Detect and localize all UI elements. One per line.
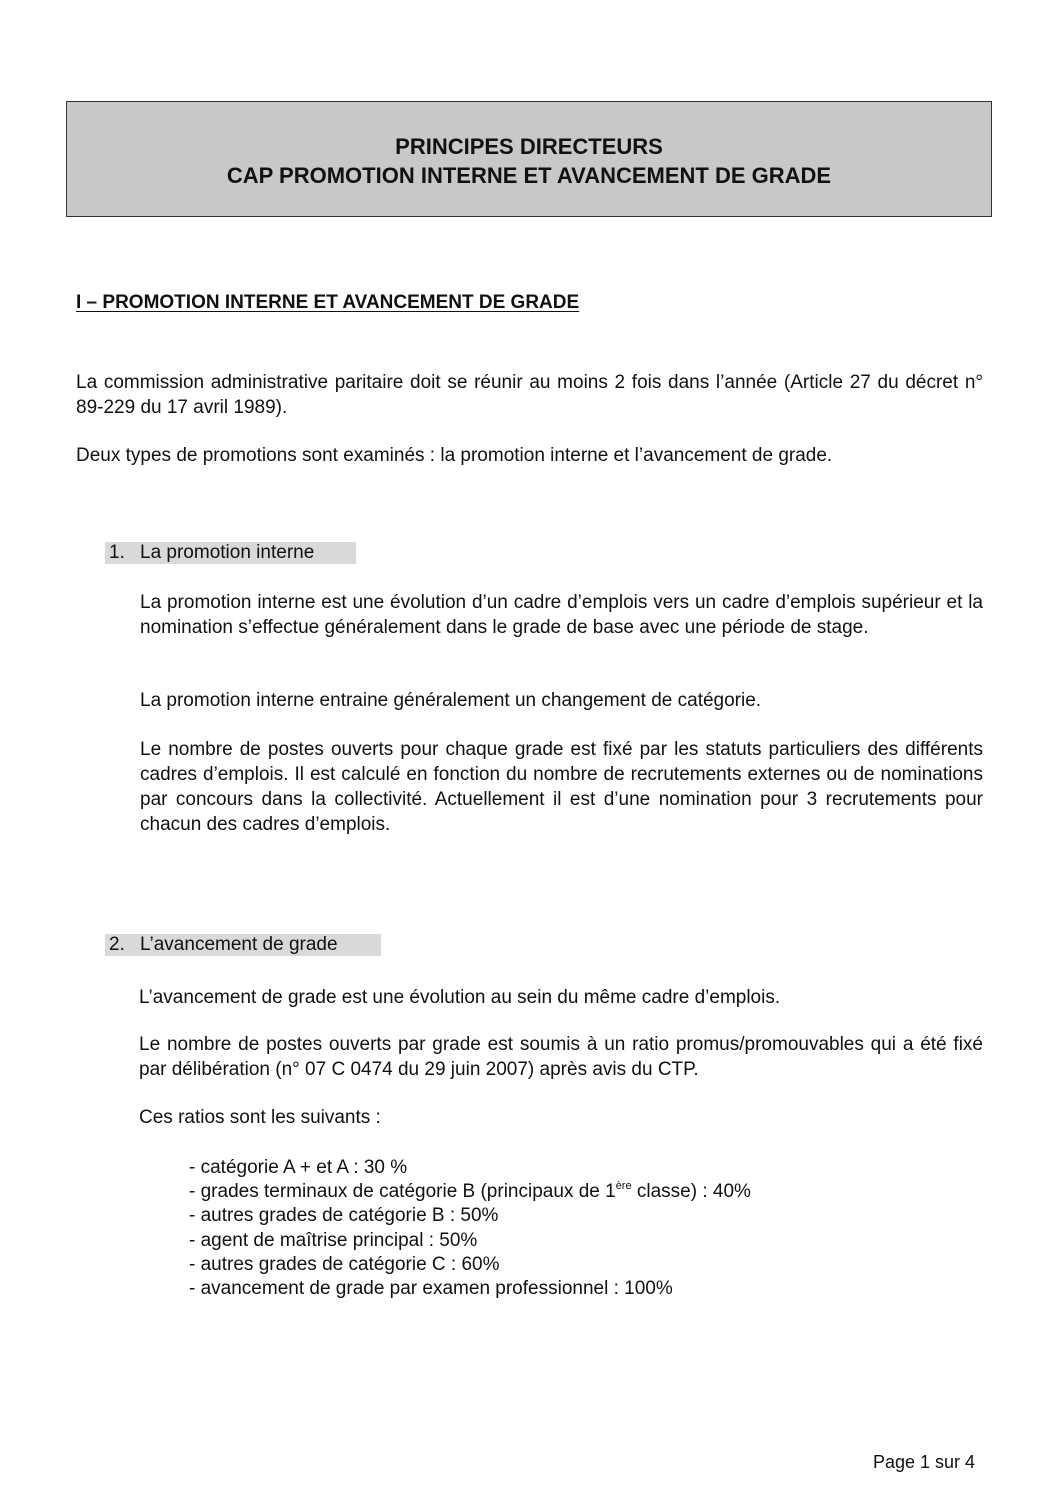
list-item: - autres grades de catégorie C : 60% [189, 1253, 500, 1275]
promotion-interne-definition: La promotion interne est une évolution d’un cadre d’emplois vers un cadre d’emplois supérieur et la nomination s’effectue généralement dans le grade de base avec une période de stage. [140, 592, 983, 638]
subsection-number: 2. [109, 934, 125, 955]
document-title-line-2: CAP PROMOTION INTERNE ET AVANCEMENT DE GRADE [226, 163, 832, 188]
subsection-heading-promotion-interne [105, 542, 356, 564]
document-title-line-1: PRINCIPES DIRECTEURS [395, 134, 663, 159]
avancement-grade-ratio-paragraph: Le nombre de postes ouverts par grade est soumis à un ratio promus/promouvables qui a été fixé par délibération (n° 07 C 0474 du 29 juin 2007) après avis du CTP. [139, 1034, 983, 1080]
promotion-types-paragraph: Deux types de promotions sont examinés : la promotion interne et l’avancement de grade. [76, 445, 833, 466]
list-item-text: classe) : 40% [631, 1181, 751, 1203]
document-title-box [66, 101, 992, 217]
ratio-list [189, 1156, 751, 1301]
list-item: - agent de maîtrise principal : 50% [189, 1229, 478, 1251]
list-item [189, 1180, 751, 1204]
superscript: ère [615, 1180, 632, 1193]
subsection-number: 1. [109, 542, 125, 563]
ratios-intro: Ces ratios sont les suivants : [139, 1107, 381, 1128]
avancement-grade-definition: L’avancement de grade est une évolution au sein du même cadre d’emplois. [139, 987, 781, 1008]
subsection-heading-avancement-grade [105, 934, 381, 956]
subsection-title: La promotion interne [140, 542, 315, 563]
section-heading: I – PROMOTION INTERNE ET AVANCEMENT DE GRADE [76, 292, 580, 313]
list-item: - autres grades de catégorie B : 50% [189, 1205, 499, 1227]
list-item-text: - grades terminaux de catégorie B (principaux de 1 [189, 1181, 616, 1203]
promotion-interne-category-change: La promotion interne entraine généralement un changement de catégorie. [140, 690, 762, 711]
subsection-title: L’avancement de grade [140, 934, 338, 955]
list-item: - catégorie A + et A : 30 % [189, 1157, 408, 1178]
promotion-interne-posts: Le nombre de postes ouverts pour chaque grade est fixé par les statuts particuliers des différents cadres d’emplois. Il est calculé en fonction du nombre de recrutements externes ou de nominations par concours dans la collectivité. Actuellement il est d’une nomination pour 3 recrutements pour chacun des cadres d’emplois. [140, 739, 983, 835]
page-number: Page 1 sur 4 [873, 1452, 976, 1472]
intro-paragraph: La commission administrative paritaire doit se réunir au moins 2 fois dans l’année (Article 27 du décret n° 89-229 du 17 avril 1989). [76, 372, 983, 418]
list-item: - avancement de grade par examen professionnel : 100% [189, 1278, 673, 1300]
